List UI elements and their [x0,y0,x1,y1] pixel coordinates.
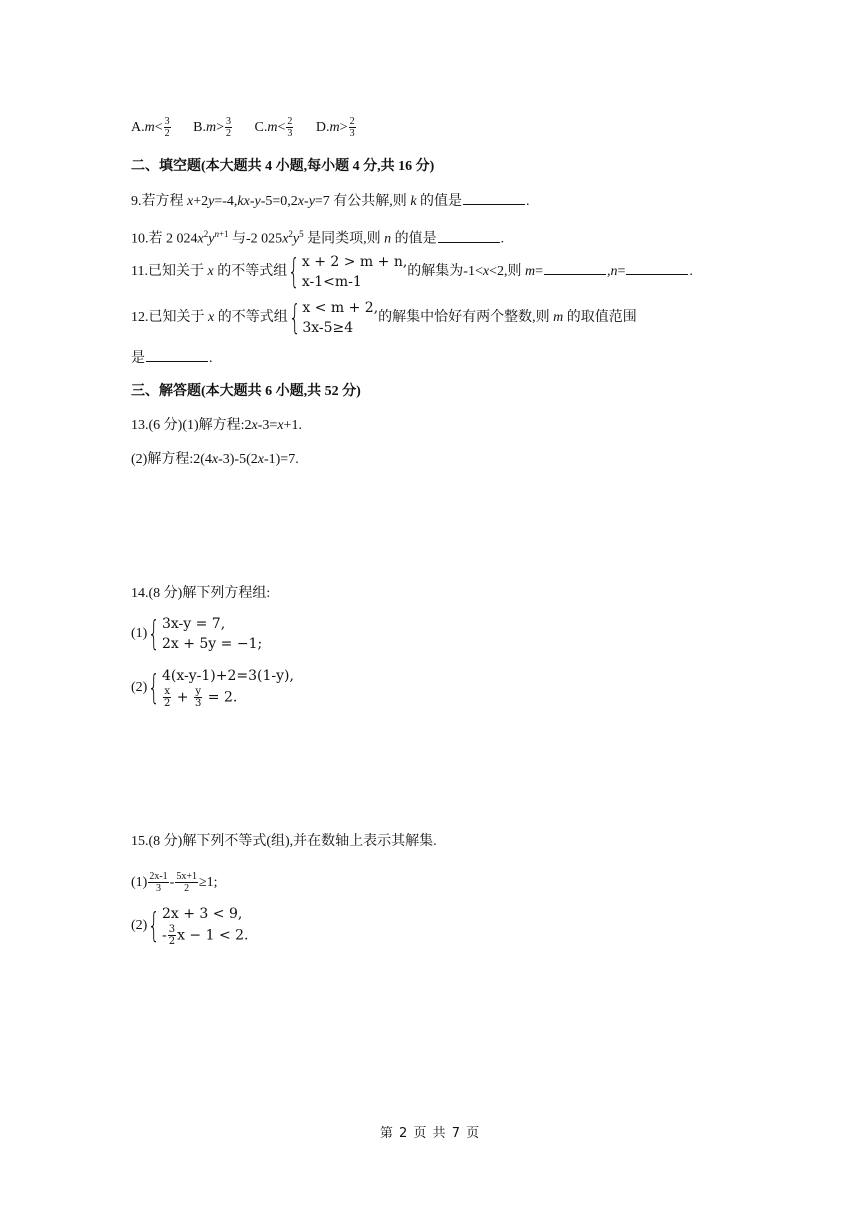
equation-system: { 4(x-y-1)+2=3(1-y), $\frac{x}{2}$ + $\frac{y}{3}$ = 2. [148,667,294,710]
answer-blank[interactable] [146,347,208,362]
answer-blank[interactable] [463,190,525,205]
fraction: $\frac{3}{2}$ [226,116,232,139]
fraction: $\frac{2x-1}{3}$ [149,871,168,895]
brace-icon: { [288,298,301,338]
section-2-heading: 二、填空题(本大题共 4 小题,每小题 4 分,共 16 分) [131,159,435,174]
question-14-title: 14.(8 分)解下列方程组: [131,586,271,601]
brace-icon: { [148,614,161,654]
question-9: 9.若方程 x+2y=-4,kx-y-5=0,2x-y=7 有公共解,则 k 的值是 . [131,190,530,212]
question-12: 12.已知关于 x 的不等式组 { x < m + 2, 3x-5≥4 的解集中恰好有两个整数,则 m 的取值范围 [131,298,637,338]
answer-blank-n[interactable] [626,260,688,275]
question-15-title: 15.(8 分)解下列不等式(组),并在数轴上表示其解集. [131,834,437,849]
question-8-options [131,116,375,139]
question-15-part-2: (2) { 2x + 3 < 9, - $\frac{3}{2}$ x − 1 < 2. [131,905,249,948]
answer-blank-m[interactable] [544,260,606,275]
fraction: $\frac{5x+1}{2}$ [176,871,197,895]
question-14-part-1: (1) { 3x-y = 7, 2x + 5y = −1; [131,614,263,654]
question-13-part-2: (2)解方程:2(4x-3)-5(2x-1)=7. [131,452,299,467]
option-d[interactable]: D.m> $\frac{2}{3}$ [315,116,355,139]
question-15-part-1: (1) $\frac{2x-1}{3}$ - $\frac{5x+1}{2}$ ≥1; [131,871,218,895]
option-a[interactable]: A.m< $\frac{3}{2}$ [131,116,170,139]
question-12-continued: 是 . [131,347,213,369]
equation-system: { 3x-y = 7, 2x + 5y = −1; [148,614,263,654]
inequality-system: { x < m + 2, 3x-5≥4 [288,298,379,338]
question-13-part-1: 13.(6 分)(1)解方程:2x-3=x+1. [131,418,302,433]
brace-icon: { [148,905,161,946]
answer-blank[interactable] [438,228,500,243]
fraction: $\frac{3}{2}$ [168,924,176,948]
page-footer: 第 2 页 共 7 页 [379,1126,481,1141]
inequality-system: { 2x + 3 < 9, - $\frac{3}{2}$ x − 1 < 2. [148,905,249,948]
fraction: $\frac{2}{3}$ [349,116,355,139]
question-10: 10.若 2 $024x^2y^{n+1}$ 与-2 $025x^2y^5$ 是同类项,则 n 的值是 . [131,229,505,247]
option-b[interactable]: B.m> $\frac{3}{2}$ [193,116,232,139]
brace-icon: { [288,252,300,292]
fraction: $\frac{y}{3}$ [194,686,202,710]
fraction: $\frac{2}{3}$ [287,116,293,139]
section-3-heading: 三、解答题(本大题共 6 小题,共 52 分) [131,384,361,399]
option-c[interactable]: C.m< $\frac{2}{3}$ [254,116,293,139]
question-11: 11.已知关于 x 的不等式组 { x + 2 > m + n, x-1<m-1 的解集为-1<x<2,则 m= ,n= . [131,252,693,292]
fraction: $\frac{3}{2}$ [164,116,170,139]
inequality-system: { x + 2 > m + n, x-1<m-1 [288,252,408,292]
fraction: $\frac{x}{2}$ [163,686,171,710]
brace-icon: { [148,667,161,708]
question-14-part-2: (2) { 4(x-y-1)+2=3(1-y), $\frac{x}{2}$ + $\frac{y}{3}$ = 2. [131,667,294,710]
